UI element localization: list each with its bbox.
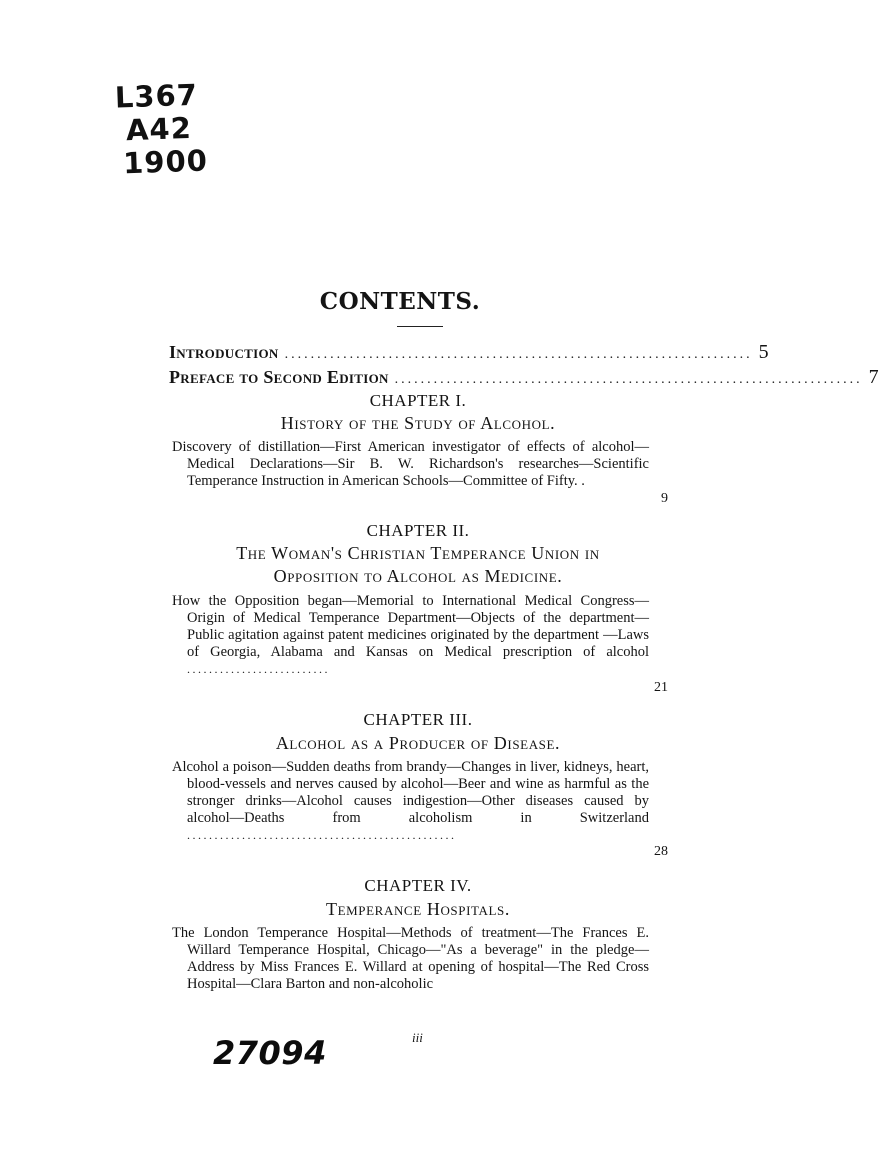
toc-entry-label: Introduction — [169, 342, 279, 362]
toc-entry-page: 5 — [758, 341, 769, 363]
toc-entry-page: 7 — [868, 366, 879, 388]
call-number-line-3: 1900 — [122, 143, 209, 181]
title-divider — [397, 326, 443, 327]
chapter-2-synopsis-text: How the Opposition began—Memorial to International Medical Congress—Origin of Medical Temperance Department—Objects of the department—Public agitation against patent medicines originated by the department —Laws of Georgia, Alabama and Kansas on Medical prescription of alcohol — [172, 593, 649, 660]
dot-leader: ........................................................................ — [284, 347, 753, 362]
call-number-line-2: A42 — [125, 110, 193, 148]
page-folio: iii — [412, 1030, 423, 1045]
chapter-4-title: Temperance Hospitals. — [326, 899, 510, 919]
dot-leader: ........................................................................ — [394, 372, 863, 387]
accession-number-stamp: 27094 — [213, 1034, 327, 1072]
chapter-2-title-line-1: The Woman's Christian Temperance Union in — [236, 543, 600, 563]
chapter-2-page: 21 — [654, 680, 668, 695]
chapter-3-heading: CHAPTER III. — [363, 710, 473, 729]
chapter-2-heading: CHAPTER II. — [366, 521, 470, 540]
chapter-1-synopsis — [172, 439, 649, 490]
dot-leader: ................................................. — [187, 828, 457, 842]
chapter-1-title: History of the Study of Alcohol. — [280, 413, 556, 433]
handwritten-call-number — [114, 78, 208, 180]
chapter-3-page: 28 — [654, 844, 668, 859]
chapter-2-title-line-2: Opposition to Alcohol as Medicine. — [273, 566, 563, 586]
dot-leader: .......................... — [187, 662, 330, 676]
chapter-3-title: Alcohol as a Producer of Disease. — [275, 733, 561, 753]
chapter-1-page: 9 — [661, 491, 668, 506]
chapter-3-synopsis-text: Alcohol a poison—Sudden deaths from brandy—Changes in liver, kidneys, heart, blood-vessels and nerves caused by alcohol—Beer and wine as harmful as the stronger drinks—Alcohol causes indigestion—Other diseases caused by alcohol—Deaths from alcoholism in Switzerland — [172, 759, 649, 826]
chapter-4-synopsis-text: The London Temperance Hospital—Methods of treatment—The Frances E. Willard Temperance Hospital, Chicago—"As a beverage" in the pledge—Address by Miss Frances E. Willard at opening of hospital—The Red Cross Hospital—Clara Barton and non-alcoholic — [172, 925, 649, 992]
chapter-3-synopsis — [172, 759, 649, 844]
chapter-2-synopsis — [172, 593, 649, 678]
chapter-1-heading: CHAPTER I. — [369, 391, 467, 410]
toc-entry-label: Preface to Second Edition — [169, 367, 389, 387]
chapter-4-heading: CHAPTER IV. — [364, 876, 472, 895]
toc-entry-introduction — [169, 341, 769, 364]
page-title: CONTENTS. — [319, 288, 481, 315]
call-number-line-1: L367 — [114, 77, 199, 115]
toc-entry-preface — [169, 366, 879, 389]
chapter-4-synopsis — [172, 925, 649, 993]
chapter-1-synopsis-text: Discovery of distillation—First American investigator of effects of alcohol—Medical Declarations—Sir B. W. Richardson's researches—Scientific Temperance Instruction in American Schools—Committee of Fifty. . — [172, 439, 649, 489]
